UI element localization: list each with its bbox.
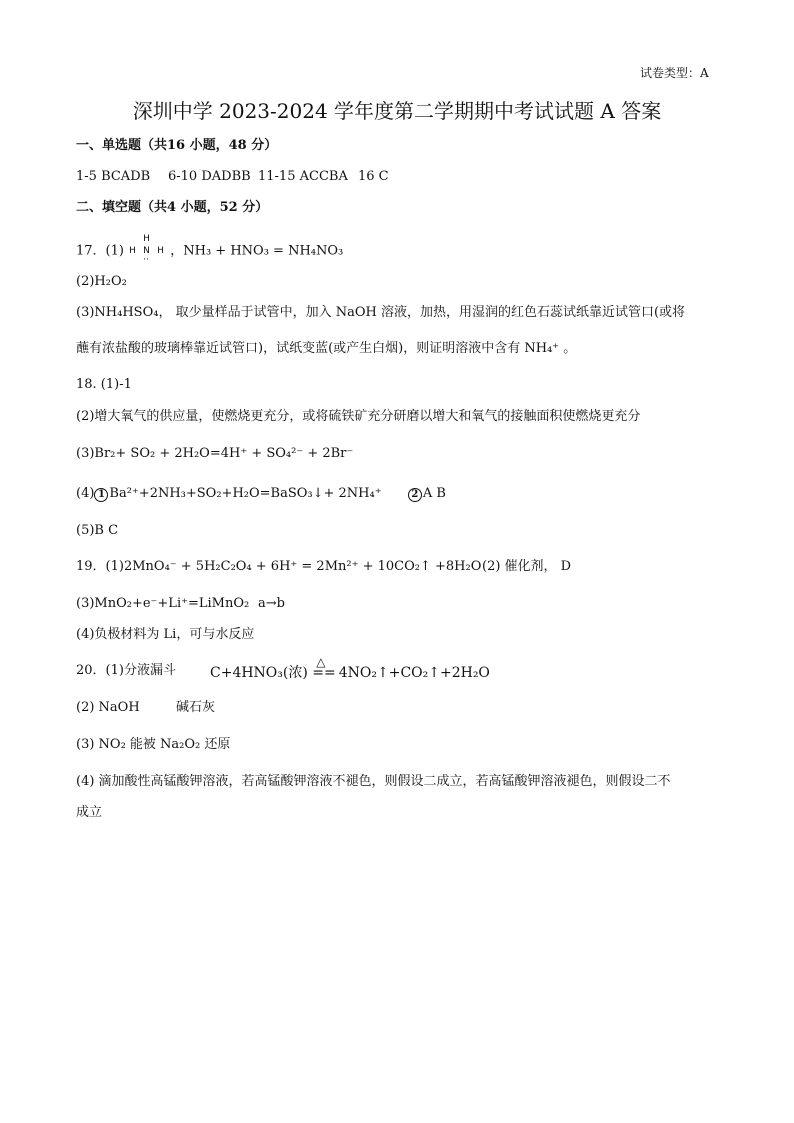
q20-equation-rhs: 4NO₂↑+CO₂↑+2H₂O: [338, 665, 490, 681]
q20-part1: 20．(1)分液漏斗: [76, 663, 176, 678]
circled-number-2: 2: [408, 488, 422, 502]
q18-part4: [76, 485, 446, 503]
q20-condition: [312, 655, 336, 681]
heat-symbol: △: [316, 655, 326, 669]
q20-equation-lhs: C+4HNO₃(浓): [210, 665, 308, 681]
paper-type-label: 试卷类型：A: [640, 66, 709, 80]
lewis-lone-pair: ··: [143, 255, 149, 265]
answer-group-16: 16 C: [358, 169, 389, 184]
q19-part3: (3)MnO₂+e⁻+Li⁺=LiMnO₂: [76, 596, 250, 611]
q18-part4-answer: A B: [422, 486, 446, 501]
section-heading-single-choice: 一、单选题（共16 小题，48 分）: [76, 138, 278, 153]
answer-group-1-5: 1-5 BCADB: [76, 169, 151, 184]
lewis-h-left: H: [129, 246, 136, 256]
q18-part1: 18. (1)-1: [76, 377, 132, 392]
q18-part2: (2)增大氧气的供应量，使燃烧更充分，或将硫铁矿充分研磨以增大和氧气的接触面积使燃烧更充分: [76, 409, 641, 424]
q18-part4-prefix: (4): [76, 486, 95, 501]
q18-part4-equation: Ba²⁺+2NH₃+SO₂+H₂O=BaSO₃↓+ 2NH₄⁺: [109, 486, 382, 501]
lewis-h-right: H: [157, 246, 164, 256]
q18-part3: (3)Br₂+ SO₂ + 2H₂O=4H⁺ + SO₄²⁻ + 2Br⁻: [76, 446, 354, 461]
q20-equation: [210, 655, 490, 682]
q19-part2: (2) 催化剂， D: [482, 559, 572, 574]
lewis-h-top: H: [143, 234, 150, 244]
q19-part3-direction: a→b: [258, 596, 285, 611]
q19-part1: 19．(1)2MnO₄⁻ + 5H₂C₂O₄ + 6H⁺ = 2Mn²⁺ + 10CO₂↑ +8H₂O: [76, 559, 482, 574]
section-heading-fill-in: 二、填空题（共4 小题，52 分）: [76, 200, 269, 215]
q20-part4-line1: (4) 滴加酸性高锰酸钾溶液，若高锰酸钾溶液不褪色，则假设二成立，若高锰酸钾溶液褪色，则假设二不: [76, 774, 671, 789]
q20-part4-line2: 成立: [76, 805, 103, 820]
q17-label: 17．(1): [76, 243, 124, 259]
ammonia-lewis-structure: [128, 236, 166, 266]
page-title: 深圳中学 2023-2024 学年度第二学期期中考试试题 A 答案: [132, 99, 662, 123]
q17-part2: (2)H₂O₂: [76, 274, 127, 289]
answer-group-6-10: 6-10 DADBB: [168, 169, 251, 184]
q20-part2-a: (2) NaOH: [76, 700, 140, 715]
q19-part4: (4)负极材料为 Li，可与水反应: [76, 627, 255, 642]
lewis-n: N: [143, 246, 150, 256]
q20-part2-b: 碱石灰: [176, 700, 216, 715]
q17-line1: [76, 236, 343, 266]
q17-equation: ，NH₃ + HNO₃ = NH₄NO₃: [170, 243, 344, 259]
q18-part5: (5)B C: [76, 523, 119, 538]
q17-part3-line1: (3)NH₄HSO₄， 取少量样品于试管中，加入 NaOH 溶液，加热，用湿润的红色石蕊试纸靠近试管口(或将: [76, 305, 686, 320]
equals-sign: ==: [312, 665, 336, 681]
q17-part3-line2: 蘸有浓盐酸的玻璃棒靠近试管口)，试纸变蓝(或产生白烟)，则证明溶液中含有 NH₄⁺ 。: [76, 341, 577, 356]
circled-number-1: 1: [94, 488, 108, 502]
q20-part3: (3) NO₂ 能被 Na₂O₂ 还原: [76, 737, 231, 752]
answer-group-11-15: 11-15 ACCBA: [258, 169, 348, 184]
